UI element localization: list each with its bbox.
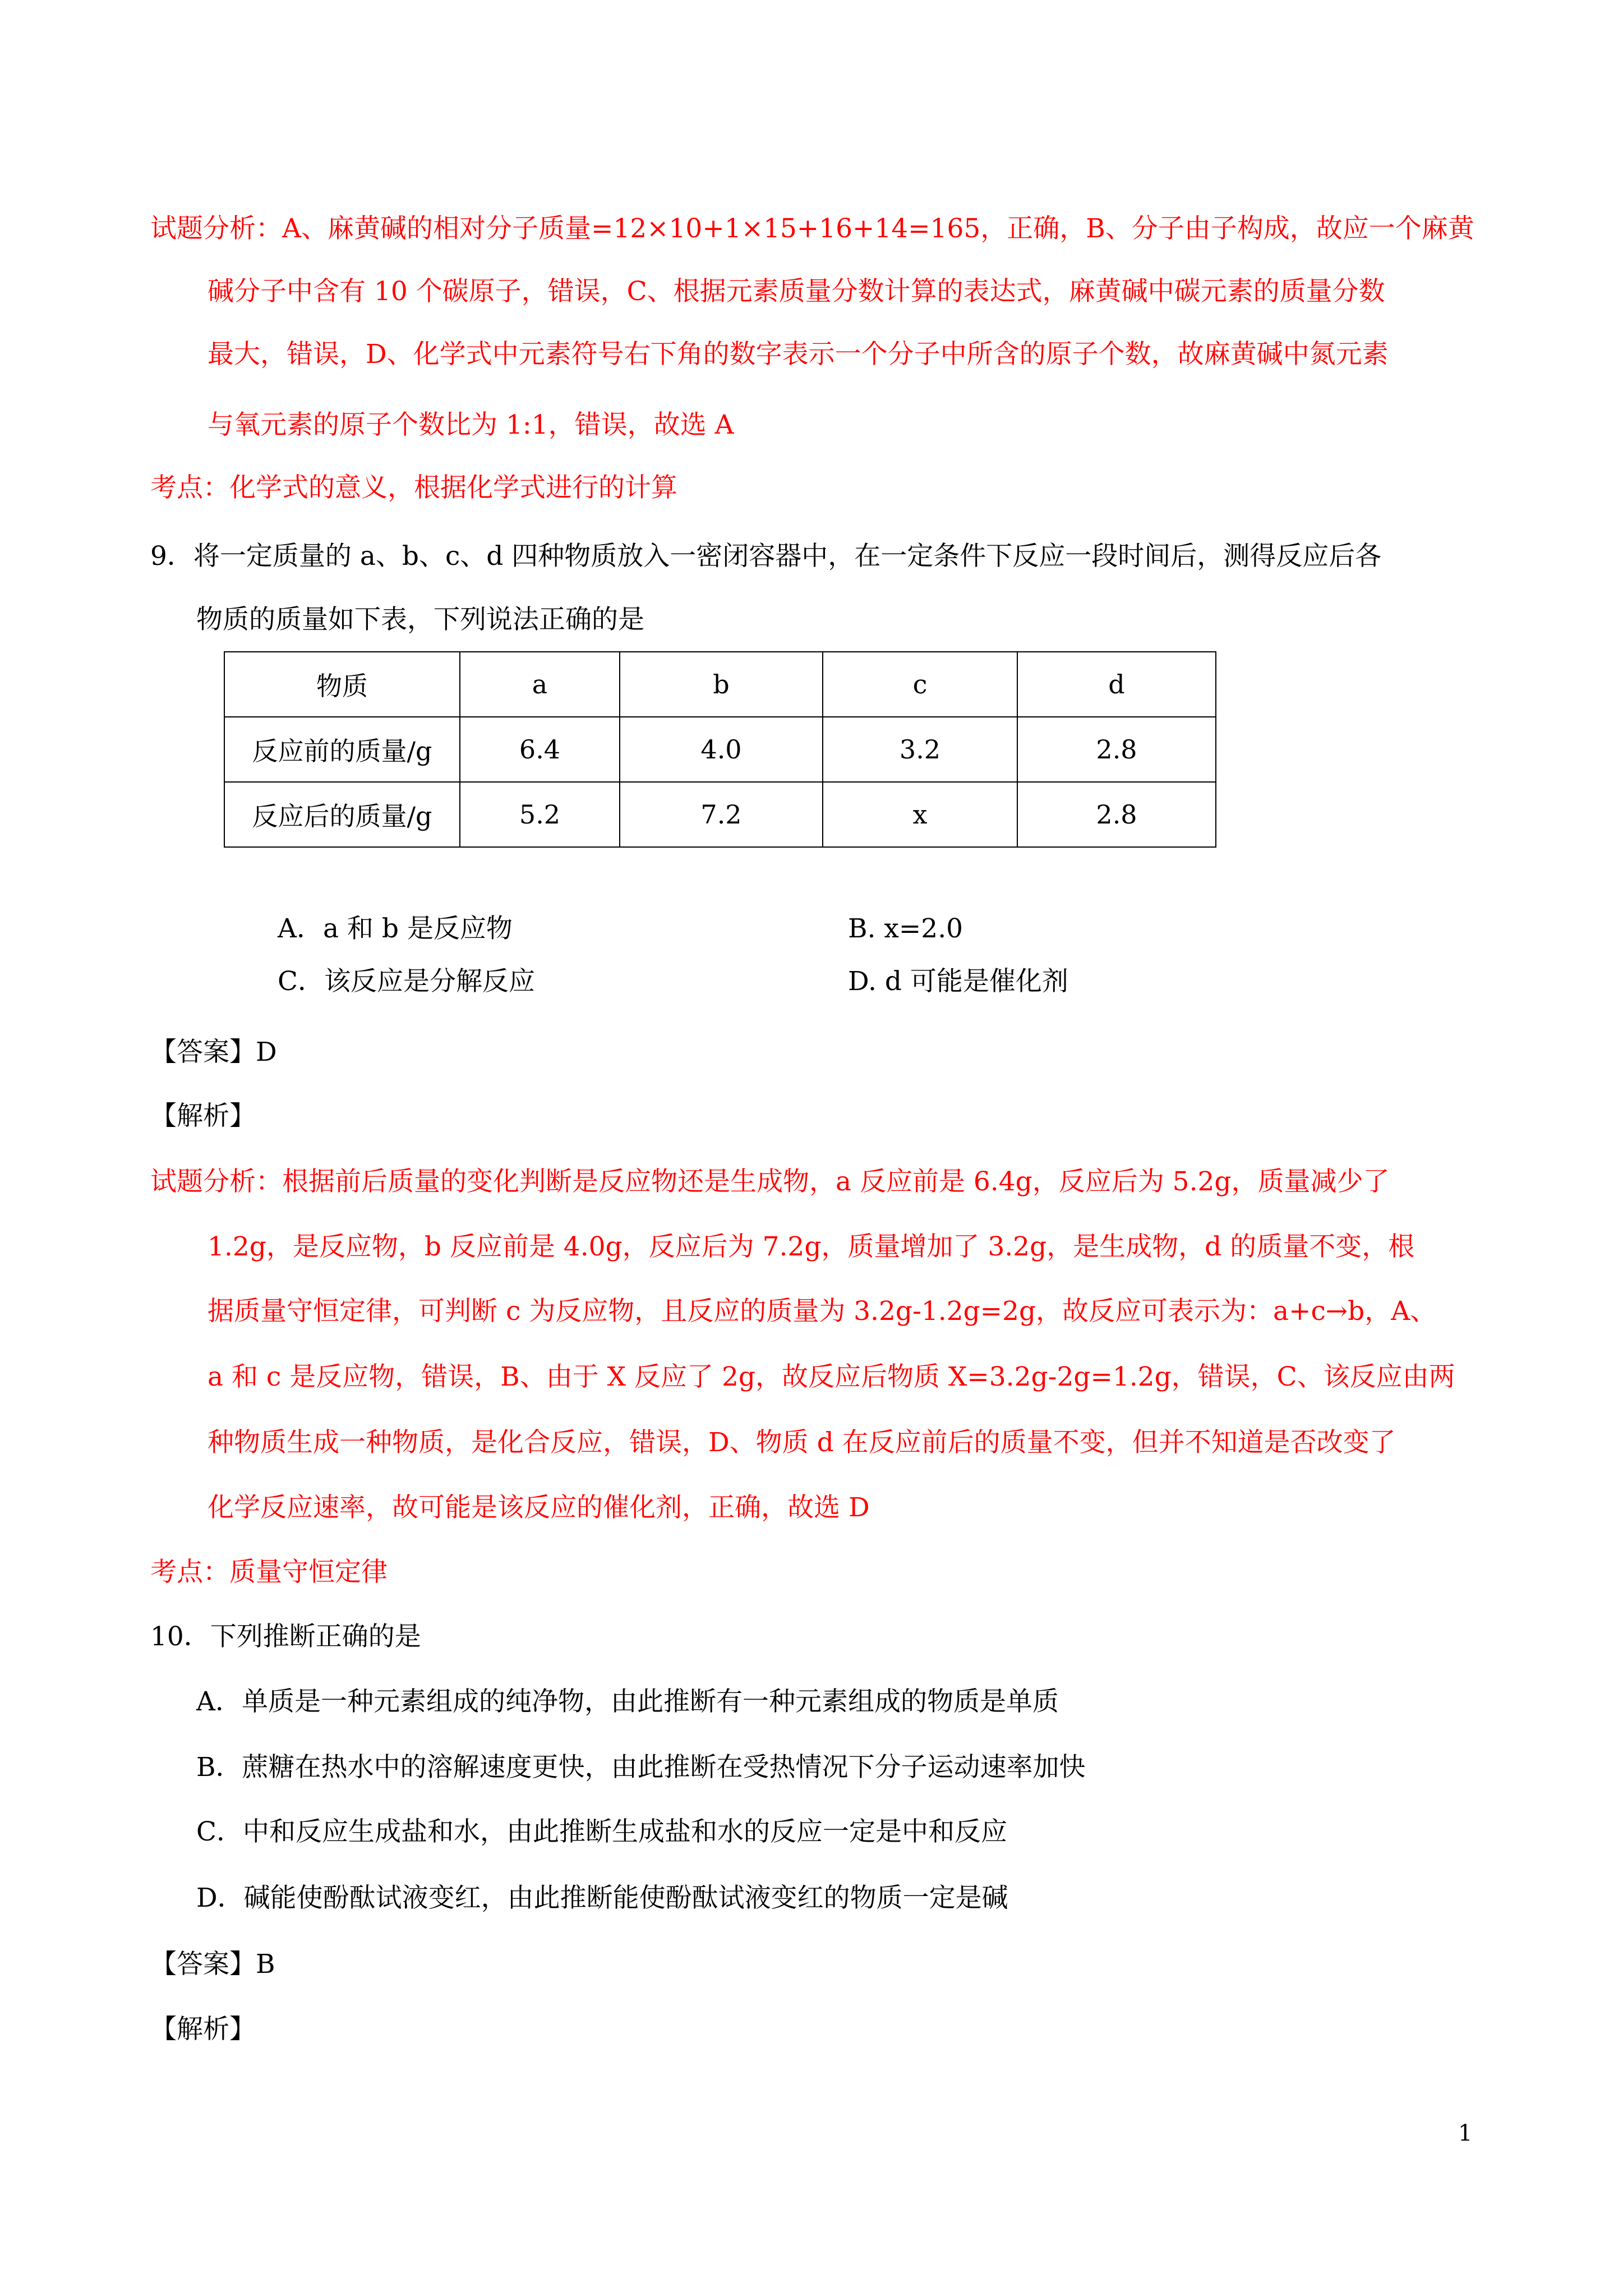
q10-stem: 10．下列推断正确的是: [150, 1621, 421, 1652]
q8-analysis-line-1: 试题分析：A、麻黄碱的相对分子质量=12×10+1×15+16+14=165，正确，B、分子由子构成，故应一个麻黄: [150, 213, 1474, 244]
table-cell: d: [1017, 652, 1216, 717]
q8-analysis-line-2: 碱分子中含有 10 个碳原子，错误，C、根据元素质量分数计算的表达式，麻黄碱中碳元素的质量分数: [208, 276, 1385, 307]
table-cell: 6.4: [460, 717, 620, 782]
q10-answer: 【答案】B: [150, 1949, 275, 1980]
q9-kaodian: 考点：质量守恒定律: [150, 1557, 388, 1588]
q9-analysis-line-4: a 和 c 是反应物，错误，B、由于 X 反应了 2g，故反应后物质 X=3.2g-2g=1.2g，错误，C、该反应由两: [208, 1361, 1455, 1392]
q10-option-d: D．碱能使酚酞试液变红，由此推断能使酚酞试液变红的物质一定是碱: [196, 1883, 1008, 1913]
table-cell: 5.2: [460, 782, 620, 847]
q9-option-d: D. d 可能是催化剂: [848, 966, 1068, 997]
q9-analysis-line-2: 1.2g，是反应物，b 反应前是 4.0g，反应后为 7.2g，质量增加了 3.2g，是生成物，d 的质量不变，根: [208, 1231, 1415, 1262]
table-cell: 反应前的质量/g: [224, 717, 460, 782]
q9-stem-line-1: 9．将一定质量的 a、b、c、d 四种物质放入一密闭容器中，在一定条件下反应一段时间后，测得反应后各: [150, 541, 1382, 572]
q9-analysis-line-6: 化学反应速率，故可能是该反应的催化剂，正确，故选 D: [208, 1492, 870, 1523]
q8-analysis-line-3: 最大，错误，D、化学式中元素符号右下角的数字表示一个分子中所含的原子个数，故麻黄碱中氮元素: [208, 339, 1389, 370]
q9-option-b: B. x=2.0: [848, 913, 963, 944]
q9-option-c: C．该反应是分解反应: [278, 966, 535, 997]
table-cell: 2.8: [1017, 717, 1216, 782]
page-number: 1: [1458, 2120, 1473, 2146]
table-header-row: [224, 652, 1216, 717]
q8-analysis-line-4: 与氧元素的原子个数比为 1:1，错误，故选 A: [208, 409, 734, 440]
table-cell: 反应后的质量/g: [224, 782, 460, 847]
table-cell: 物质: [224, 652, 460, 717]
q10-jiexi-heading: 【解析】: [150, 2014, 256, 2045]
q9-stem-line-2: 物质的质量如下表，下列说法正确的是: [196, 604, 644, 635]
table-cell: x: [823, 782, 1017, 847]
table-row: [224, 782, 1216, 847]
q8-kaodian: 考点：化学式的意义，根据化学式进行的计算: [150, 472, 677, 503]
q9-analysis-line-1: 试题分析：根据前后质量的变化判断是反应物还是生成物，a 反应前是 6.4g，反应后为 5.2g，质量减少了: [150, 1166, 1390, 1197]
table-cell: a: [460, 652, 620, 717]
q10-option-c: C．中和反应生成盐和水，由此推断生成盐和水的反应一定是中和反应: [196, 1816, 1007, 1847]
q10-option-a: A．单质是一种元素组成的纯净物，由此推断有一种元素组成的物质是单质: [196, 1686, 1059, 1717]
table-cell: 3.2: [823, 717, 1017, 782]
q9-analysis-line-3: 据质量守恒定律，可判断 c 为反应物，且反应的质量为 3.2g-1.2g=2g，故反应可表示为：a+c→b，A、: [208, 1296, 1437, 1327]
q9-option-a: A．a 和 b 是反应物: [278, 913, 513, 944]
q10-option-b: B．蔗糖在热水中的溶解速度更快，由此推断在受热情况下分子运动速率加快: [196, 1752, 1086, 1783]
table-cell: 2.8: [1017, 782, 1216, 847]
q9-analysis-line-5: 种物质生成一种物质，是化合反应，错误，D、物质 d 在反应前后的质量不变，但并不知道是否改变了: [208, 1427, 1396, 1458]
q9-answer: 【答案】D: [150, 1037, 277, 1068]
q9-jiexi-heading: 【解析】: [150, 1101, 256, 1131]
table-cell: c: [823, 652, 1017, 717]
table-cell: 4.0: [620, 717, 823, 782]
mass-table: [224, 651, 1216, 848]
table-cell: 7.2: [620, 782, 823, 847]
table-row: [224, 717, 1216, 782]
table-cell: b: [620, 652, 823, 717]
